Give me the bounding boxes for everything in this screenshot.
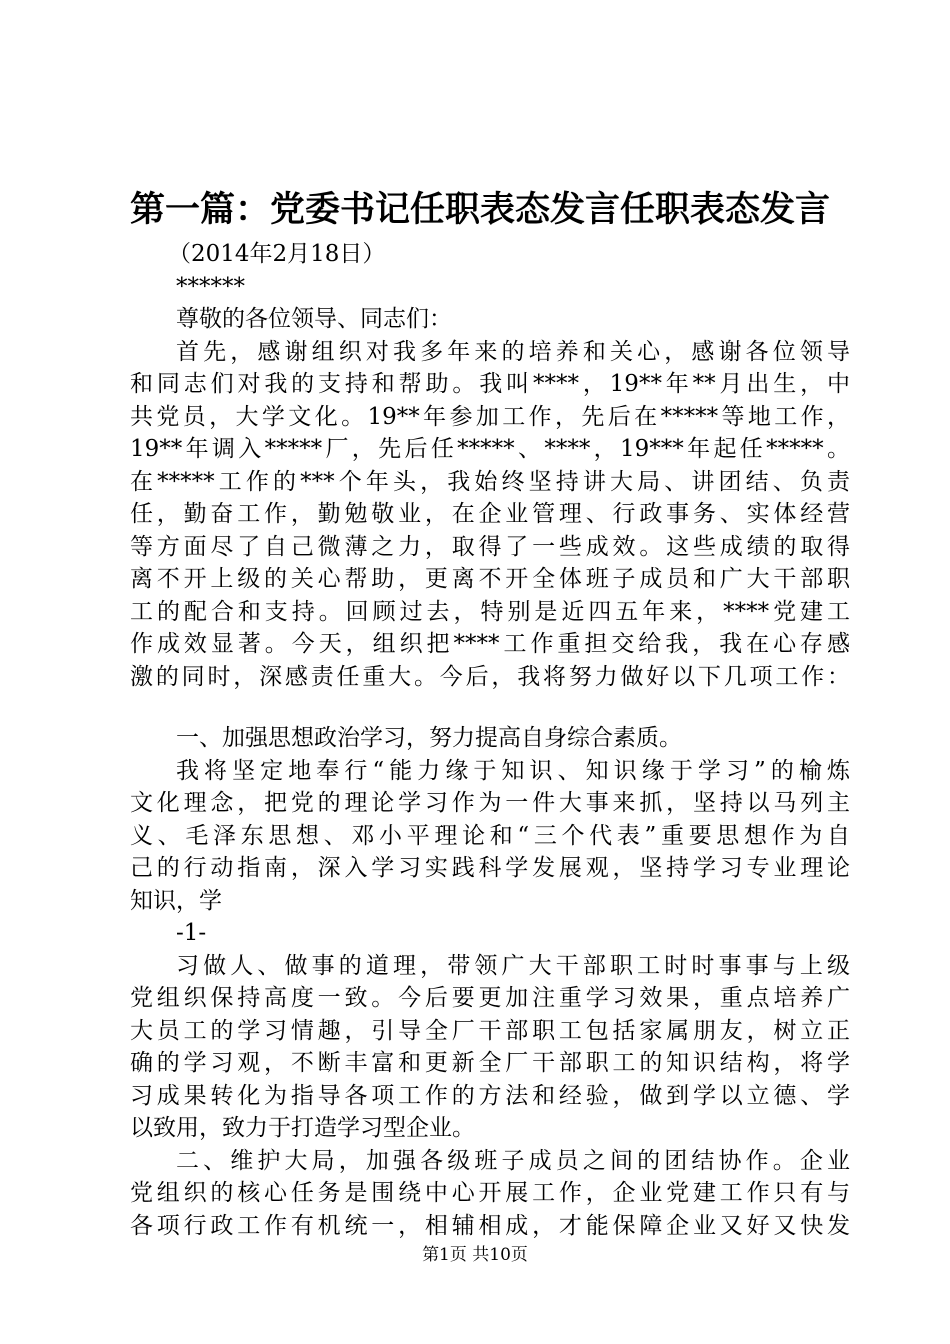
paragraph-line: 习成果转化为指导各项工作的方法和经验，做到学以立德、学 xyxy=(130,1082,850,1109)
document-title: 第一篇：党委书记任职表态发言任职表态发言 xyxy=(130,189,831,230)
paragraph-line: 作成效显著。今天，组织把****工作重担交给我，我在心存感 xyxy=(130,631,850,657)
paragraph-line: 等方面尽了自己微薄之力，取得了一些成效。这些成绩的取得 xyxy=(130,533,850,560)
salutation: 尊敬的各位领导、同志们： xyxy=(176,306,452,332)
paragraph-line: 二、维护大局，加强各级班子成员之间的团结协作。企业 xyxy=(176,1147,850,1174)
page-marker: -1- xyxy=(176,920,207,946)
paragraph-line: 党组织的核心任务是围绕中心开展工作，企业党建工作只有与 xyxy=(130,1180,850,1206)
paragraph-line: 各项行政工作有机统一，相辅相成，才能保障企业又好又快发 xyxy=(130,1212,850,1239)
paragraph-line: 我将坚定地奉行“能力缘于知识、知识缘于学习”的榆炼 xyxy=(176,757,850,784)
paragraph-line: 党组织保持高度一致。今后要更加注重学习效果，重点培养广 xyxy=(130,985,850,1011)
paragraph-line: 和同志们对我的支持和帮助。我叫****，19**年**月出生，中 xyxy=(130,371,850,397)
paragraph-4 xyxy=(130,1145,850,1243)
spacer xyxy=(130,693,850,722)
section-heading-1: 一、加强思想政治学习，努力提高自身综合素质。 xyxy=(176,725,682,751)
document-body xyxy=(130,238,850,1242)
paragraph-3 xyxy=(130,950,850,1145)
paragraph-line: 在*****工作的***个年头，我始终坚持讲大局、讲团结、负责 xyxy=(130,468,850,495)
paragraph-line: 共党员，大学文化。19**年参加工作，先后在*****等地工作， xyxy=(130,403,850,430)
paragraph-line: 习做人、做事的道理，带领广大干部职工时时事事与上级 xyxy=(176,952,850,979)
paragraph-line: 19**年调入*****厂，先后任*****、****，19***年起任*****。 xyxy=(130,436,850,462)
paragraph-line: 大员工的学习情趣，引导全厂干部职工包括家属朋友，树立正 xyxy=(130,1017,850,1044)
paragraph-line: 己的行动指南，深入学习实践科学发展观，坚持学习专业理论 xyxy=(130,855,850,881)
paragraph-line: 以致用，致力于打造学习型企业。 xyxy=(130,1115,475,1141)
paragraph-line: 知识，学 xyxy=(130,887,222,914)
paragraph-line: 离不开上级的关心帮助，更离不开全体班子成员和广大干部职 xyxy=(130,566,850,592)
date-line: （2014年2月18日） xyxy=(168,241,386,267)
paragraph-line: 首先，感谢组织对我多年来的培养和关心，感谢各位领导 xyxy=(176,338,850,365)
paragraph-line: 工的配合和支持。回顾过去，特别是近四五年来，****党建工 xyxy=(130,598,850,625)
paragraph-line: 义、毛泽东思想、邓小平理论和“三个代表”重要思想作为自 xyxy=(130,822,850,849)
paragraph-2 xyxy=(130,755,850,918)
author-line: ****** xyxy=(176,273,245,300)
paragraph-line: 确的学习观，不断丰富和更新全厂干部职工的知识结构，将学 xyxy=(130,1050,850,1076)
paragraph-line: 激的同时，深感责任重大。今后，我将努力做好以下几项工作： xyxy=(130,663,850,690)
page-footer: 第1页 共10页 xyxy=(422,1245,528,1265)
paragraph-line: 任，勤奋工作，勤勉敬业，在企业管理、行政事务、实体经营 xyxy=(130,501,850,527)
paragraph-line: 文化理念，把党的理论学习作为一件大事来抓，坚持以马列主 xyxy=(130,790,850,816)
paragraph-1 xyxy=(130,336,850,694)
